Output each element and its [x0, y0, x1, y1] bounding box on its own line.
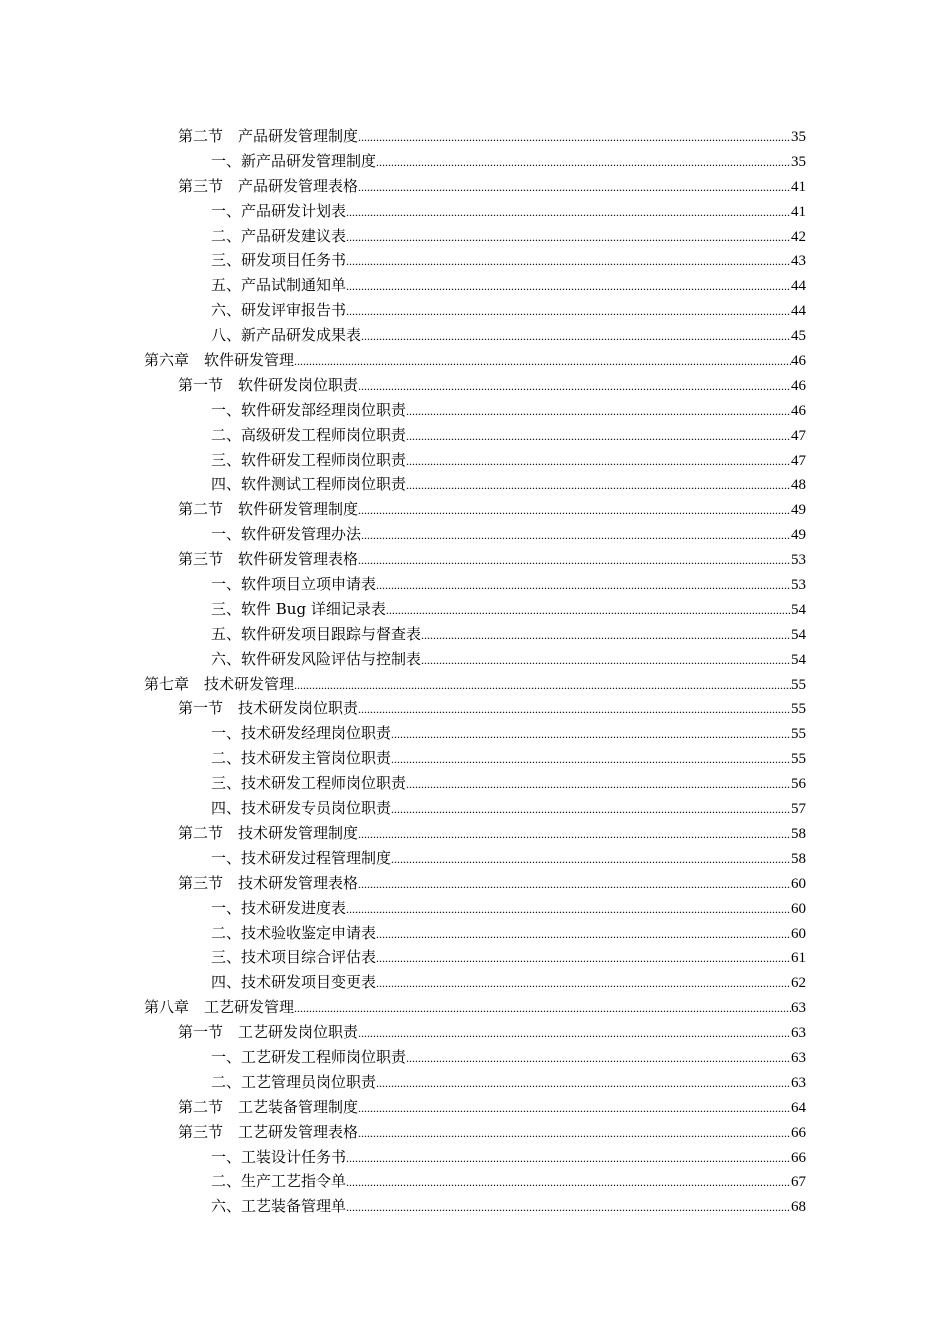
toc-entry-line: [211, 945, 806, 970]
toc-entry-title: 一、新产品研发管理制度: [211, 151, 377, 170]
toc-section-entry[interactable]: [0, 821, 950, 846]
toc-item-entry[interactable]: [0, 945, 950, 970]
toc-dot-leader: [406, 399, 791, 424]
toc-entry-line: [211, 721, 806, 746]
toc-page-number: 54: [791, 651, 806, 668]
toc-entry-title: 一、软件研发管理办法: [211, 525, 362, 544]
toc-item-entry[interactable]: [0, 1145, 950, 1170]
toc-page-number: 47: [791, 427, 806, 444]
toc-page-number: 53: [791, 552, 806, 569]
toc-chapter-entry[interactable]: [0, 672, 950, 697]
toc-dot-leader: [346, 274, 791, 299]
toc-entry-line: [211, 149, 806, 174]
toc-dot-leader: [358, 374, 791, 399]
toc-section-entry[interactable]: [0, 547, 950, 572]
toc-entry-line: [211, 746, 806, 771]
toc-dot-leader: [391, 797, 791, 822]
toc-entry-title: 第三节 产品研发管理表格: [178, 176, 359, 195]
toc-page-number: 66: [791, 1149, 806, 1166]
toc-page-number: 53: [791, 577, 806, 594]
toc-entry-line: [211, 796, 806, 821]
table-of-contents: [0, 124, 950, 1219]
toc-entry-title: 第二节 软件研发管理制度: [178, 500, 359, 519]
toc-entry-line: [178, 1120, 806, 1145]
toc-entry-title: 四、技术研发专员岗位职责: [211, 799, 392, 818]
toc-section-entry[interactable]: [0, 1095, 950, 1120]
toc-entry-title: 第六章 软件研发管理: [144, 351, 295, 370]
toc-dot-leader: [391, 747, 791, 772]
toc-section-entry[interactable]: [0, 124, 950, 149]
toc-entry-title: 第一节 软件研发岗位职责: [178, 375, 359, 394]
toc-entry-line: [178, 547, 806, 572]
toc-entry-line: [211, 622, 806, 647]
toc-entry-title: 四、技术研发项目变更表: [211, 973, 377, 992]
toc-page-number: 41: [791, 178, 806, 195]
toc-entry-title: 六、工艺装备管理单: [211, 1197, 347, 1216]
toc-dot-leader: [376, 922, 791, 947]
toc-entry-line: [178, 696, 806, 721]
toc-item-entry[interactable]: [0, 448, 950, 473]
toc-item-entry[interactable]: [0, 323, 950, 348]
toc-dot-leader: [346, 1146, 791, 1171]
toc-item-entry[interactable]: [0, 472, 950, 497]
toc-dot-leader: [406, 449, 791, 474]
toc-page-number: 67: [791, 1174, 806, 1191]
toc-item-entry[interactable]: [0, 597, 950, 622]
toc-dot-leader: [346, 249, 791, 274]
toc-entry-title: 第一节 技术研发岗位职责: [178, 699, 359, 718]
toc-item-entry[interactable]: [0, 224, 950, 249]
toc-entry-line: [211, 472, 806, 497]
toc-item-entry[interactable]: [0, 1070, 950, 1095]
toc-dot-leader: [391, 847, 791, 872]
toc-entry-line: [211, 224, 806, 249]
toc-entry-line: [211, 846, 806, 871]
toc-page-number: 64: [791, 1099, 806, 1116]
toc-dot-leader: [406, 772, 791, 797]
toc-entry-line: [211, 1070, 806, 1095]
toc-dot-leader: [358, 498, 791, 523]
toc-page-number: 54: [791, 601, 806, 618]
toc-dot-leader: [346, 299, 791, 324]
toc-item-entry[interactable]: [0, 970, 950, 995]
toc-entry-line: [178, 373, 806, 398]
toc-dot-leader: [421, 648, 791, 673]
toc-entry-line: [144, 348, 806, 373]
toc-dot-leader: [358, 872, 791, 897]
toc-entry-line: [211, 448, 806, 473]
toc-page-number: 60: [791, 900, 806, 917]
toc-entry-line: [211, 970, 806, 995]
toc-page-number: 54: [791, 626, 806, 643]
toc-item-entry[interactable]: [0, 1194, 950, 1219]
toc-entry-line: [211, 647, 806, 672]
toc-entry-line: [211, 1194, 806, 1219]
toc-section-entry[interactable]: [0, 1120, 950, 1145]
toc-page-number: 63: [791, 1000, 806, 1017]
toc-page-number: 60: [791, 875, 806, 892]
toc-entry-title: 一、技术研发经理岗位职责: [211, 724, 392, 743]
toc-page-number: 48: [791, 477, 806, 494]
toc-entry-line: [178, 124, 806, 149]
toc-entry-title: 第一节 工艺研发岗位职责: [178, 1023, 359, 1042]
toc-page-number: 46: [791, 377, 806, 394]
toc-item-entry[interactable]: [0, 896, 950, 921]
toc-entry-line: [211, 597, 806, 622]
toc-entry-title: 第三节 技术研发管理表格: [178, 873, 359, 892]
toc-page-number: 55: [791, 701, 806, 718]
toc-dot-leader: [358, 548, 791, 573]
toc-item-entry[interactable]: [0, 248, 950, 273]
toc-item-entry[interactable]: [0, 721, 950, 746]
toc-dot-leader: [294, 349, 791, 374]
toc-entry-title: 二、生产工艺指令单: [211, 1172, 347, 1191]
toc-dot-leader: [361, 523, 791, 548]
toc-entry-line: [211, 896, 806, 921]
toc-section-entry[interactable]: [0, 373, 950, 398]
toc-item-entry[interactable]: [0, 199, 950, 224]
toc-page-number: 46: [791, 402, 806, 419]
toc-entry-line: [211, 522, 806, 547]
toc-dot-leader: [421, 623, 791, 648]
toc-dot-leader: [391, 722, 791, 747]
toc-entry-title: 第三节 工艺研发管理表格: [178, 1122, 359, 1141]
toc-entry-line: [211, 398, 806, 423]
toc-entry-line: [211, 572, 806, 597]
toc-entry-line: [211, 199, 806, 224]
toc-section-entry[interactable]: [0, 1020, 950, 1045]
toc-item-entry[interactable]: [0, 298, 950, 323]
toc-entry-line: [178, 174, 806, 199]
toc-dot-leader: [346, 225, 791, 250]
toc-item-entry[interactable]: [0, 796, 950, 821]
toc-item-entry[interactable]: [0, 622, 950, 647]
toc-entry-title: 第三节 软件研发管理表格: [178, 550, 359, 569]
toc-page-number: 35: [791, 129, 806, 145]
toc-item-entry[interactable]: [0, 771, 950, 796]
toc-item-entry[interactable]: [0, 149, 950, 174]
toc-page-number: 46: [791, 353, 806, 370]
toc-entry-title: 二、高级研发工程师岗位职责: [211, 425, 407, 444]
toc-item-entry[interactable]: [0, 522, 950, 547]
toc-entry-title: 一、产品研发计划表: [211, 201, 347, 220]
toc-entry-title: 一、工艺研发工程师岗位职责: [211, 1047, 407, 1066]
toc-entry-line: [144, 995, 806, 1020]
toc-page-number: 44: [791, 278, 806, 295]
toc-dot-leader: [406, 473, 791, 498]
toc-item-entry[interactable]: [0, 921, 950, 946]
toc-section-entry[interactable]: [0, 871, 950, 896]
toc-page-number: 35: [791, 153, 806, 170]
toc-entry-title: 一、技术研发进度表: [211, 898, 347, 917]
toc-entry-title: 第二节 产品研发管理制度: [178, 127, 359, 145]
toc-entry-line: [144, 672, 806, 697]
toc-page-number: 58: [791, 825, 806, 842]
toc-entry-line: [211, 1045, 806, 1070]
toc-page-number: 66: [791, 1124, 806, 1141]
toc-item-entry[interactable]: [0, 273, 950, 298]
toc-dot-leader: [358, 697, 791, 722]
toc-dot-leader: [406, 424, 791, 449]
toc-dot-leader: [358, 1021, 791, 1046]
toc-entry-title: 第二节 技术研发管理制度: [178, 823, 359, 842]
toc-dot-leader: [346, 897, 791, 922]
toc-chapter-entry[interactable]: [0, 348, 950, 373]
toc-entry-title: 一、技术研发过程管理制度: [211, 848, 392, 867]
toc-entry-line: [211, 423, 806, 448]
toc-entry-title: 五、软件研发项目跟踪与督查表: [211, 624, 422, 643]
toc-entry-title: 六、软件研发风险评估与控制表: [211, 649, 422, 668]
toc-entry-line: [211, 323, 806, 348]
toc-dot-leader: [358, 1121, 791, 1146]
toc-dot-leader: [346, 1170, 791, 1195]
toc-entry-title: 六、研发评审报告书: [211, 301, 347, 320]
toc-entry-title: 二、产品研发建议表: [211, 226, 347, 245]
toc-page-number: 57: [791, 801, 806, 818]
toc-page-number: 49: [791, 502, 806, 519]
toc-dot-leader: [386, 598, 791, 623]
toc-page-number: 68: [791, 1199, 806, 1216]
toc-entry-line: [178, 821, 806, 846]
toc-item-entry[interactable]: [0, 398, 950, 423]
toc-item-entry[interactable]: [0, 647, 950, 672]
toc-dot-leader: [358, 175, 791, 200]
toc-dot-leader: [294, 996, 791, 1021]
toc-entry-line: [178, 497, 806, 522]
toc-page-number: 63: [791, 1025, 806, 1042]
toc-entry-line: [211, 248, 806, 273]
toc-page-number: 45: [791, 328, 806, 345]
toc-page-number: 62: [791, 975, 806, 992]
toc-page-number: 55: [791, 751, 806, 768]
toc-page-number: 43: [791, 253, 806, 270]
toc-dot-leader: [358, 822, 791, 847]
toc-entry-title: 二、技术验收鉴定申请表: [211, 923, 377, 942]
toc-section-entry[interactable]: [0, 696, 950, 721]
toc-entry-title: 一、工装设计任务书: [211, 1147, 347, 1166]
toc-entry-line: [178, 1095, 806, 1120]
toc-entry-line: [211, 921, 806, 946]
toc-page-number: 63: [791, 1049, 806, 1066]
toc-page-number: 49: [791, 527, 806, 544]
toc-dot-leader: [346, 1195, 791, 1220]
toc-section-entry[interactable]: [0, 497, 950, 522]
toc-page-number: 55: [791, 726, 806, 743]
toc-dot-leader: [376, 150, 791, 175]
toc-chapter-entry[interactable]: [0, 995, 950, 1020]
toc-page-number: 47: [791, 452, 806, 469]
toc-entry-title: 二、技术研发主管岗位职责: [211, 749, 392, 768]
toc-page-number: 41: [791, 203, 806, 220]
toc-entry-line: [211, 298, 806, 323]
toc-page-number: 58: [791, 850, 806, 867]
toc-entry-line: [211, 1169, 806, 1194]
toc-entry-title: 第二节 工艺装备管理制度: [178, 1097, 359, 1116]
toc-entry-title: 三、软件研发工程师岗位职责: [211, 450, 407, 469]
toc-item-entry[interactable]: [0, 846, 950, 871]
toc-item-entry[interactable]: [0, 746, 950, 771]
toc-page-number: 61: [791, 950, 806, 967]
toc-page-number: 63: [791, 1074, 806, 1091]
toc-item-entry[interactable]: [0, 572, 950, 597]
toc-entry-title: 三、技术研发工程师岗位职责: [211, 774, 407, 793]
toc-entry-title: 三、软件 Bug 详细记录表: [211, 599, 386, 618]
toc-item-entry[interactable]: [0, 1169, 950, 1194]
toc-entry-line: [178, 1020, 806, 1045]
toc-dot-leader: [376, 573, 791, 598]
toc-page-number: 42: [791, 228, 806, 245]
toc-dot-leader: [358, 125, 791, 150]
toc-page-number: 56: [791, 776, 806, 793]
toc-dot-leader: [294, 673, 791, 698]
toc-entry-title: 一、软件研发部经理岗位职责: [211, 400, 407, 419]
toc-dot-leader: [358, 1096, 791, 1121]
toc-dot-leader: [376, 971, 791, 996]
toc-entry-title: 一、软件项目立项申请表: [211, 575, 377, 594]
toc-dot-leader: [361, 324, 791, 349]
toc-entry-line: [178, 871, 806, 896]
toc-entry-line: [211, 771, 806, 796]
toc-entry-title: 五、产品试制通知单: [211, 276, 347, 295]
toc-entry-title: 二、工艺管理员岗位职责: [211, 1072, 377, 1091]
toc-section-entry[interactable]: [0, 174, 950, 199]
toc-entry-title: 三、技术项目综合评估表: [211, 948, 377, 967]
toc-page-number: 44: [791, 303, 806, 320]
toc-entry-title: 第八章 工艺研发管理: [144, 998, 295, 1017]
toc-dot-leader: [346, 200, 791, 225]
toc-dot-leader: [406, 1046, 791, 1071]
toc-page-number: 55: [791, 676, 806, 693]
toc-entry-title: 八、新产品研发成果表: [211, 326, 362, 345]
toc-item-entry[interactable]: [0, 423, 950, 448]
toc-dot-leader: [376, 946, 791, 971]
toc-item-entry[interactable]: [0, 1045, 950, 1070]
toc-dot-leader: [376, 1071, 791, 1096]
toc-entry-line: [211, 273, 806, 298]
toc-entry-title: 第七章 技术研发管理: [144, 674, 295, 693]
toc-entry-title: 四、软件测试工程师岗位职责: [211, 475, 407, 494]
toc-entry-line: [211, 1145, 806, 1170]
toc-entry-title: 三、研发项目任务书: [211, 251, 347, 270]
toc-page-number: 60: [791, 925, 806, 942]
